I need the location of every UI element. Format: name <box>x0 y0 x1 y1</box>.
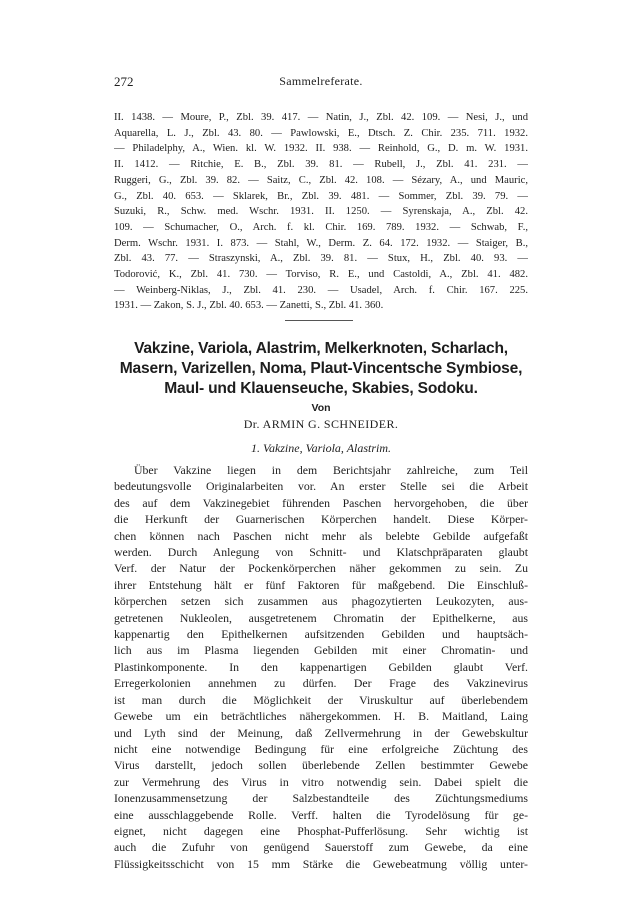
reference-line: II. 1412. — Ritchie, E. B., Zbl. 39. 81. — Rubell, J., Zbl. 41. 231. — <box>114 159 528 171</box>
by-line: Von <box>311 402 331 414</box>
reference-line: Todorović, K., Zbl. 41. 730. — Torviso, R. E., und Castoldi, A., Zbl. 41. 482. <box>114 269 528 281</box>
body-line: und Lyth sind der Meinung, daß Zellvermehrung in der Gewebskultur <box>114 725 528 740</box>
body-line: lich aus im Plasma liegenden Gebilden mit einer Chromatin- und <box>114 643 528 658</box>
reference-line: Aquarella, L. J., Zbl. 43. 80. — Pawlowski, E., Dtsch. Z. Chir. 235. 711. 1932. <box>114 127 528 139</box>
reference-line: Derm. Wschr. 1931. I. 873. — Stahl, W., Derm. Z. 64. 172. 1932. — Staiger, B., <box>114 237 528 249</box>
article-title-line: Masern, Varizellen, Noma, Plaut-Vincentsche Symbiose, <box>119 360 523 377</box>
section-heading: 1. Vakzine, Variola, Alastrim. <box>250 441 392 455</box>
reference-line: — Philadelphy, A., Wien. kl. W. 1932. II. 938. — Reinhold, G., D. m. W. 1931. <box>114 143 528 155</box>
reference-list <box>114 110 528 314</box>
reference-line: Zbl. 43. 77. — Straszynski, A., Zbl. 39. 81. — Stux, H., Zbl. 40. 93. — <box>114 253 528 265</box>
body-line: eignet, nicht dagegen eine Phosphat-Pufferlösung. Sehr wichtig ist <box>114 823 528 838</box>
reference-line: — Weinberg-Niklas, J., Zbl. 41. 230. — Usadel, Arch. f. Chir. 167. 225. <box>114 284 528 296</box>
reference-line: G., Zbl. 40. 653. — Sklarek, Br., Zbl. 39. 481. — Sommer, Zbl. 39. 79. — <box>114 190 528 202</box>
body-line: Über Vakzine liegen in dem Berichtsjahr zahlreiche, zum Teil <box>134 463 528 477</box>
page-number: 272 <box>114 74 134 89</box>
body-line: ist man durch die Möglichkeit der Viruskultur auf überlebendem <box>114 692 528 707</box>
running-title: Sammelreferate. <box>279 74 363 88</box>
body-line: ihrer Entstehung hält er fünf Faktoren für maßgebend. Die Einschluß- <box>114 577 528 592</box>
body-line: Verf. der Natur der Pockenkörperchen näher gekommen zu sein. Zu <box>114 561 528 576</box>
reference-line: Ruggeri, G., Zbl. 39. 82. — Saitz, C., Zbl. 42. 108. — Sézary, A., und Mauric, <box>114 174 528 186</box>
author-name: Dr. ARMIN G. SCHNEIDER. <box>243 417 399 431</box>
body-line: körperchen setzen sich zusammen aus phagozytierten Leukozyten, aus- <box>114 594 528 609</box>
body-line: nicht eine notwendige Bedingung für eine erfolgreiche Züchtung des <box>114 741 528 756</box>
reference-line: 1931. — Zakon, S. J., Zbl. 40. 653. — Zanetti, S., Zbl. 41. 360. <box>114 300 384 312</box>
body-line: eine ausschlaggebende Rolle. Verff. halten die Tyrodelösung für ge- <box>114 807 528 822</box>
body-paragraph <box>114 462 528 872</box>
body-line: auch die Zufuhr von genügend Sauerstoff zum Gewebe, da eine <box>114 840 528 855</box>
body-line: Gewebe um ein beträchtliches nähergekommen. H. B. Maitland, Laing <box>114 709 528 724</box>
body-line: Ionenzusammensetzung der Salzbestandteile des Züchtungsmediums <box>114 791 528 806</box>
body-line: des auf dem Vakzinegebiet führenden Paschen hervorgehoben, die über <box>114 495 528 510</box>
body-line: Plastinkomponente. In den kappenartigen Gebilden glaubt Verf. <box>114 659 528 674</box>
reference-line: II. 1438. — Moure, P., Zbl. 39. 417. — Natin, J., Zbl. 42. 109. — Nesi, J., und <box>114 112 528 123</box>
article-title-block <box>114 339 528 457</box>
article-title-line: Vakzine, Variola, Alastrim, Melkerknoten, Scharlach, <box>134 340 508 357</box>
body-line: chen können nach Paschen nicht mehr als belebte Gebilde aufgefaßt <box>114 528 528 543</box>
body-line: Flüssigkeitsschicht von 15 mm Stärke die Gewebeatmung völlig unter- <box>114 856 528 871</box>
article-title-line: Maul- und Klauenseuche, Skabies, Sodoku. <box>164 380 478 397</box>
body-line: werden. Durch Anlegung von Schnitt- und Klatschpräparaten glaubt <box>114 545 528 560</box>
body-line: die Herkunft der Guarnerischen Körperchen handelt. Diese Körper- <box>114 512 528 527</box>
body-line: Virus darstellt, jedoch sollen überlebende Zellen bestimmter Gewebe <box>114 758 528 773</box>
body-line: bedeutungsvolle Originalarbeiten vor. An erster Stelle sei die Arbeit <box>114 479 528 494</box>
section-divider <box>285 320 353 321</box>
body-line: zur Vermehrung des Virus in vitro notwendig sein. Dabei spielt die <box>114 774 528 789</box>
body-line: Erregerkolonien annehmen zu dürfen. Der Frage des Vakzinevirus <box>114 676 528 691</box>
reference-line: 109. — Schumacher, O., Arch. f. kl. Chir. 169. 789. 1932. — Schwab, F., <box>114 221 528 233</box>
body-line: getretenen Nukleolen, ausgetretenem Chromatin der Epithelkerne, aus <box>114 610 528 625</box>
page-header <box>114 74 528 92</box>
reference-line: Suzuki, R., Schw. med. Wschr. 1931. II. 1250. — Syrenskaja, A., Zbl. 42. <box>114 206 528 218</box>
body-line: kappenartig den Epithelkernen aufsitzenden Gebilden und hauptsäch- <box>114 627 528 642</box>
